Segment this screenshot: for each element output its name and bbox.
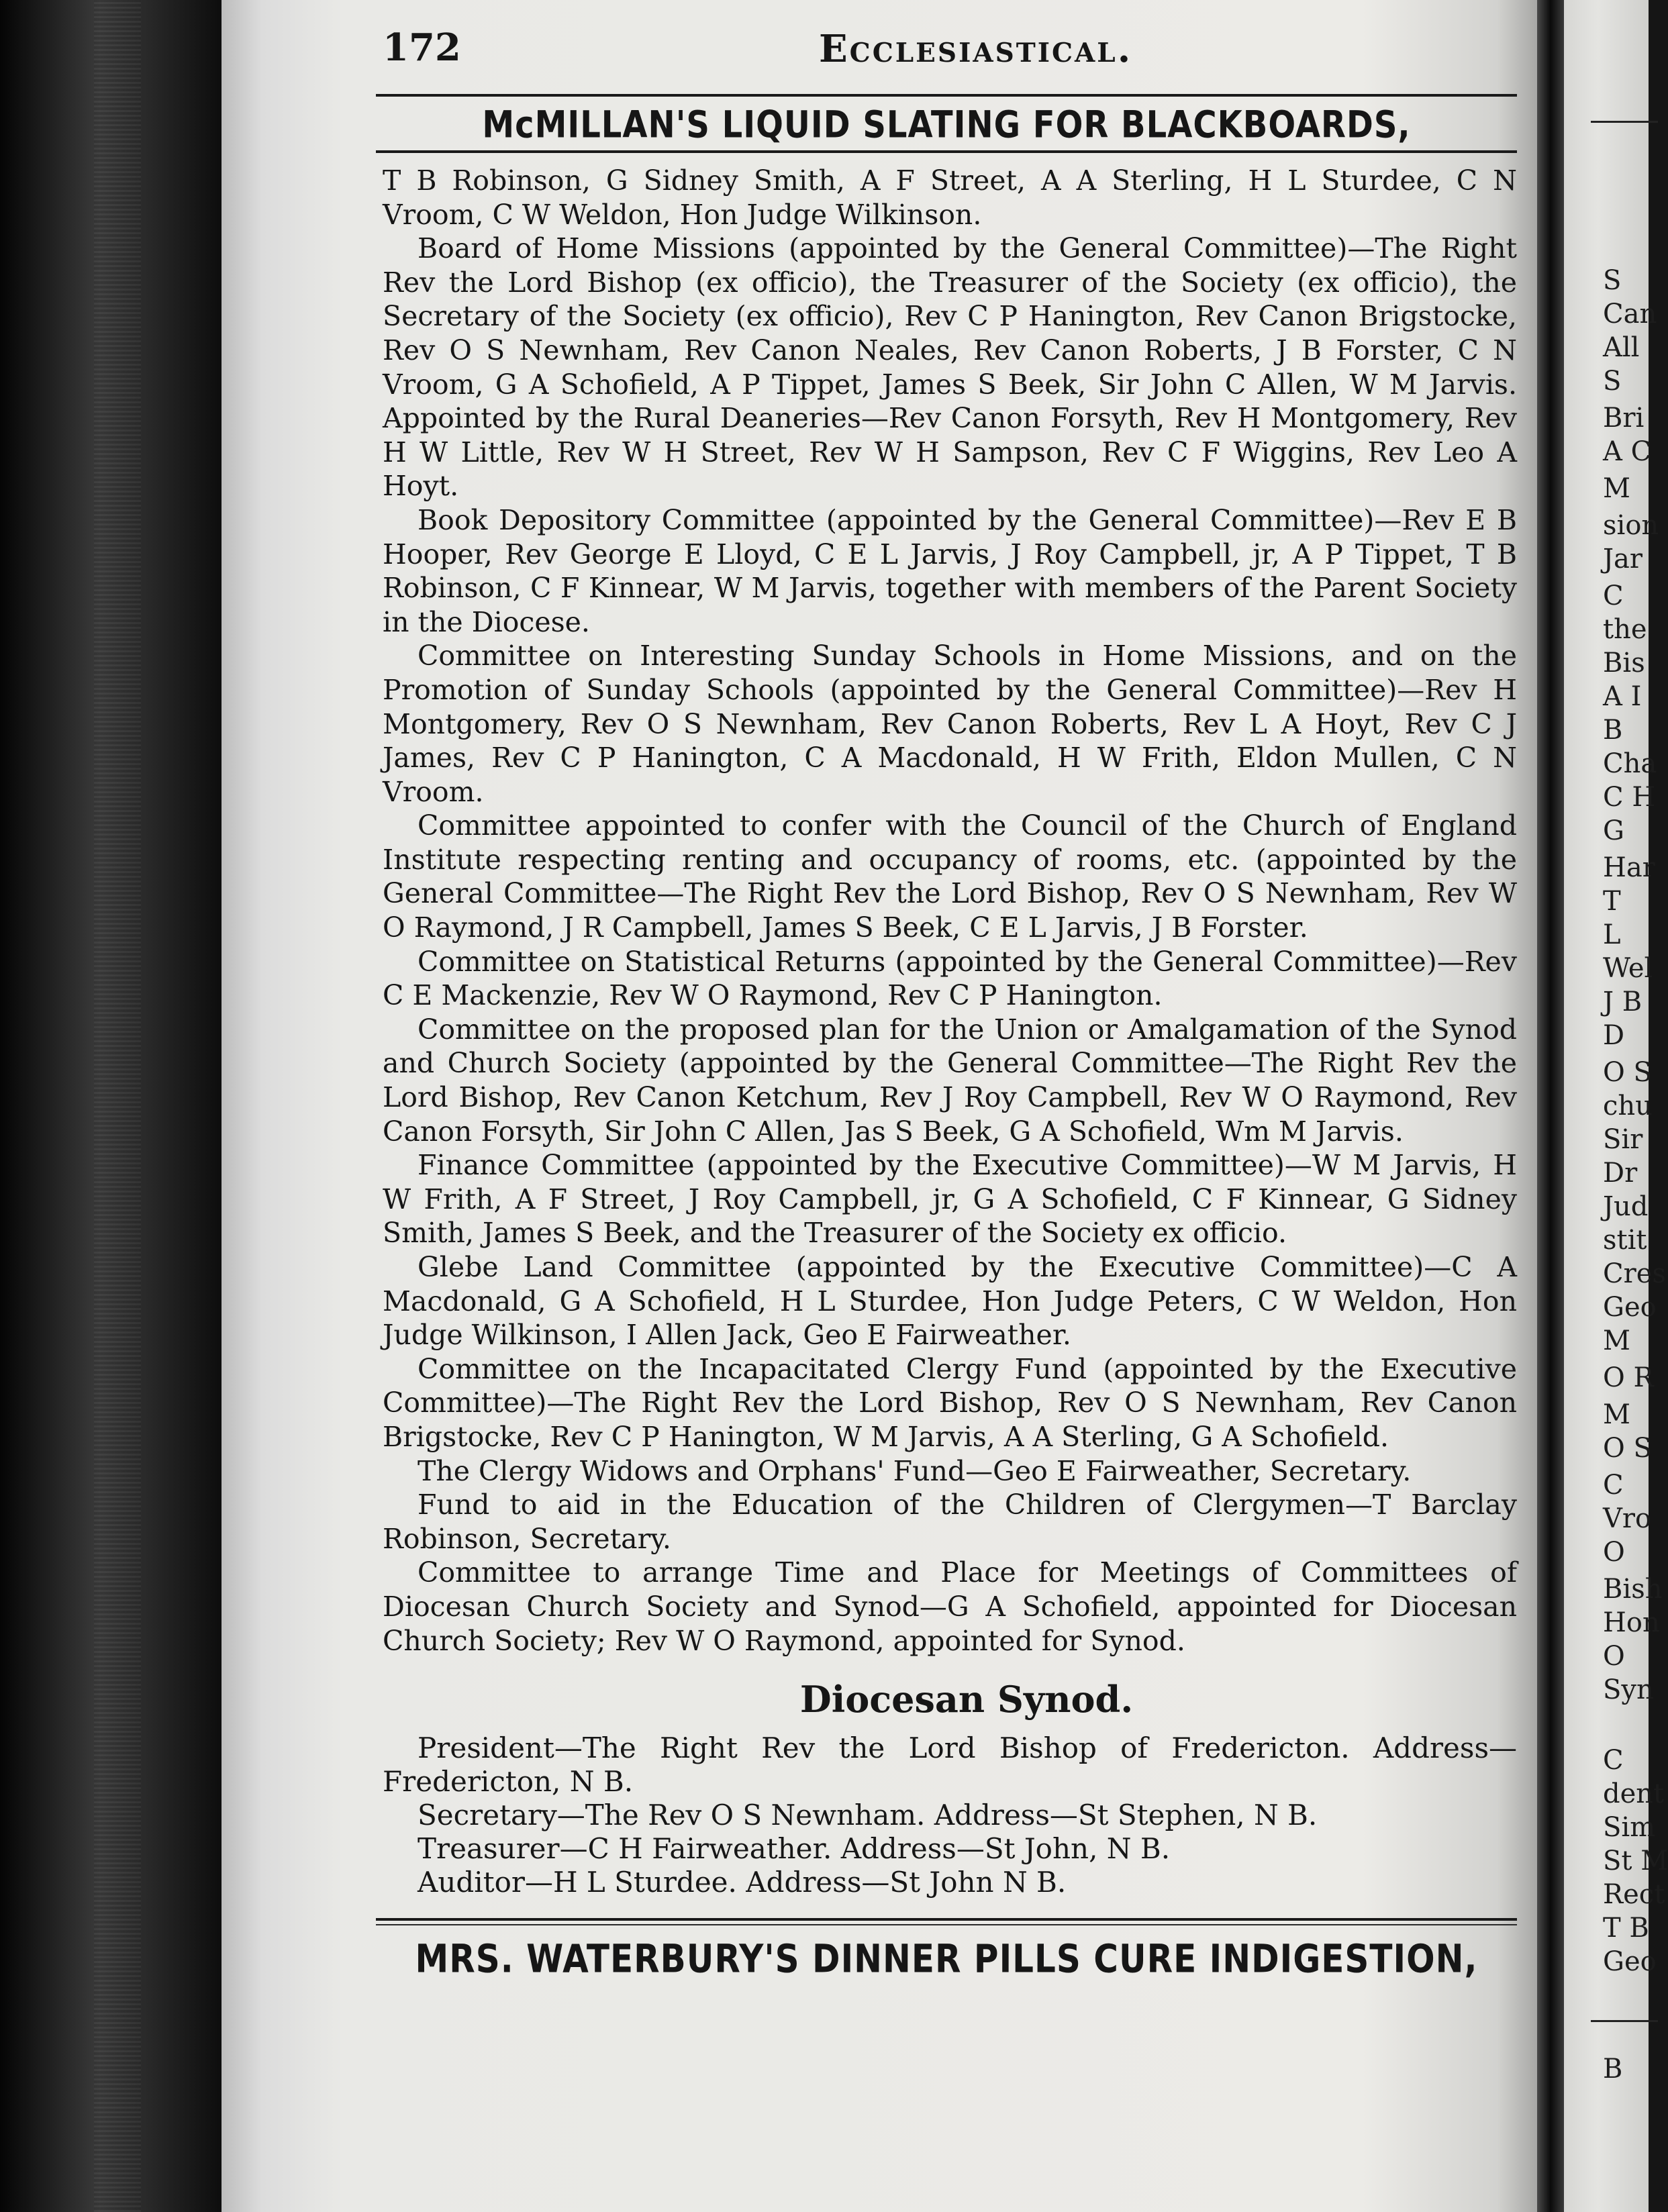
right-page-fragment: C [1603,581,1624,611]
section-heading: Diocesan Synod. [799,1678,1134,1721]
running-header [376,20,1517,94]
right-page-fragment: All [1603,332,1640,363]
right-page-fragment: Geo [1603,1292,1657,1323]
synod-officers [376,1731,1517,1899]
page-gutter [1537,0,1564,2212]
top-advertisement: McMILLAN'S LIQUID SLATING FOR BLACKBOARDS, [482,103,1411,147]
right-page-sliver [1564,0,1668,2212]
right-page-fragment: Geo [1603,1946,1657,1977]
paragraph: Committee appointed to confer with the Council of the Church of England Institute respecting renting and occupancy of rooms, etc. (appointed by the General Committee—The Right Rev the Lord Bishop, Rev O S Newnham, Rev W O Raymond, J R Campbell, James S Beek, C E L Jarvis, J B Forster. [383,809,1517,944]
paragraph: The Clergy Widows and Orphans' Fund—Geo E Fairweather, Secretary. [418,1454,1412,1487]
paragraph: Committee on Interesting Sunday Schools in Home Missions, and on the Promotion of Sunday Schools (appointed by the General Committee)—Rev H Montgomery, Rev O S Newnham, Rev Canon Roberts, Rev L A Hoyt, Rev C J James, Rev C P Hanington, C A Macdonald, H W Frith, Eldon Mullen, C N Vroom. [383,640,1517,808]
right-page-fragment: Jar [1603,544,1643,574]
right-page-fragment: Har [1603,852,1655,883]
right-page-fragment: Cha [1603,748,1657,779]
right-page-fragment: A I [1603,681,1642,712]
right-page-fragment: J B [1603,987,1642,1017]
right-page-fragment: C [1603,1470,1624,1501]
right-page-fragment: B [1603,715,1623,746]
right-page-fragment: sion [1603,510,1659,541]
right-page-fragment: Dr [1603,1158,1638,1189]
right-page-fragment: B [1603,2054,1623,2084]
right-page-fragment: Bish [1603,1574,1663,1605]
right-page-fragment: O [1603,1537,1625,1568]
right-page-fragment: Wel [1603,953,1653,984]
right-page-fragment: Rect [1603,1879,1665,1910]
right-page-fragment: the [1603,614,1647,645]
right-page-fragment: Jud [1603,1191,1649,1222]
synod-entry: President—The Right Rev the Lord Bishop of Fredericton. Address—Fredericton, N B. [383,1731,1517,1799]
right-page-fragment: D [1603,1020,1625,1051]
paragraph: T B Robinson, G Sidney Smith, A F Street, A A Sterling, H L Sturdee, C N Vroom, C W Weldon, Hon Judge Wilkinson. [383,164,1517,231]
paragraph: Book Depository Committee (appointed by the General Committee)—Rev E B Hooper, Rev George E Lloyd, C E L Jarvis, J Roy Campbell, jr, A P Tippet, T B Robinson, C F Kinnear, W M Jarvis, together with members of the Parent Society in the Diocese. [383,503,1517,638]
right-page-fragment: M [1603,473,1630,504]
paragraph: Finance Committee (appointed by the Executive Committee)—W M Jarvis, H W Frith, A F Street, J Roy Campbell, jr, G A Schofield, C F Kinnear, G Sidney Smith, James S Beek, and the Treasurer of the Society ex officio. [383,1149,1517,1250]
right-page-fragment: T [1603,886,1621,917]
bottom-advertisement: MRS. WATERBURY'S DINNER PILLS CURE INDIGESTION, [415,1936,1478,1982]
page-content [376,20,1517,1984]
committee-listings [376,164,1517,1658]
right-page-rule [1591,121,1658,123]
running-title: Ecclesiastical. [819,27,1133,71]
right-page-fragment: Syn [1603,1674,1654,1705]
right-page-fragment: dent [1603,1778,1665,1809]
right-page-rule [1591,2020,1658,2022]
right-page-fragment: Bri [1603,403,1645,434]
book-binding-edge [0,0,222,2212]
right-page-fragment: A C [1603,436,1652,467]
right-page-fragment: O S [1603,1433,1652,1464]
paragraph: Glebe Land Committee (appointed by the Executive Committee)—C A Macdonald, G A Schofield, H L Sturdee, Hon Judge Peters, C W Weldon, Hon Judge Wilkinson, I Allen Jack, Geo E Fairweather. [383,1251,1517,1352]
right-page-fragment: Sir [1603,1124,1643,1155]
right-page-fragment: Hon [1603,1607,1660,1638]
paragraph: Committee on the proposed plan for the Union or Amalgamation of the Synod and Church Society (appointed by the General Committee—The Right Rev the Lord Bishop, Rev Canon Ketchum, Rev J Roy Campbell, Rev W O Raymond, Rev Canon Forsyth, Sir John C Allen, Jas S Beek, G A Schofield, Wm M Jarvis. [383,1013,1517,1148]
right-page-fragment: chu [1603,1091,1653,1121]
right-page-fragment: Cres [1603,1258,1666,1289]
paragraph: Fund to aid in the Education of the Children of Clergymen—T Barclay Robinson, Secretary. [383,1489,1517,1555]
right-page-fragment: M [1603,1325,1630,1356]
right-page-fragment: L [1603,919,1621,950]
right-page-fragment: C [1603,1745,1624,1776]
synod-entry: Auditor—H L Sturdee. Address—St John N B. [418,1866,1067,1899]
right-page-fragment: O R [1603,1362,1654,1393]
right-page-fragment: Sim [1603,1812,1656,1843]
right-page-fragment: G [1603,815,1624,846]
paragraph: Committee on the Incapacitated Clergy Fund (appointed by the Executive Committee)—The Right Rev the Lord Bishop, Rev O S Newnham, Rev Canon Brigstocke, Rev C P Hanington, W M Jarvis, A A Sterling, G A Schofield. [383,1352,1517,1453]
right-page-fragment: Can [1603,299,1657,330]
right-page-fragment: T B [1603,1913,1649,1944]
right-page-fragment: S [1603,265,1622,296]
right-page-fragment: stit [1603,1225,1647,1256]
paragraph: Committee to arrange Time and Place for Meetings of Committees of Diocesan Church Society and Synod—G A Schofield, appointed for Diocesan Church Society; Rev W O Raymond, appointed for Synod. [383,1556,1517,1657]
paragraph: Board of Home Missions (appointed by the General Committee)—The Right Rev the Lord Bishop (ex officio), the Treasurer of the Society (ex officio), the Secretary of the Society (ex officio), Rev C P Hanington, Rev Canon Brigstocke, Rev O S Newnham, Rev Canon Neales, Rev Canon Roberts, J B Forster, C N Vroom, G A Schofield, A P Tippet, James S Beek, Sir John C Allen, W M Jarvis. Appointed by the Rural Deaneries—Rev Canon Forsyth, Rev H Montgomery, Rev H W Little, Rev W H Street, Rev W H Sampson, Rev C F Wiggins, Rev Leo A Hoyt. [383,232,1517,503]
right-page-fragment: O [1603,1641,1625,1672]
right-page-fragment: S [1603,366,1622,397]
paragraph: Committee on Statistical Returns (appointed by the General Committee)—Rev C E Mackenzie, Rev W O Raymond, Rev C P Hanington. [383,945,1517,1012]
synod-entry: Treasurer—C H Fairweather. Address—St John, N B. [418,1832,1171,1866]
right-page-fragment: O S [1603,1057,1652,1088]
right-page-fragment: M [1603,1399,1630,1430]
synod-entry: Secretary—The Rev O S Newnham. Address—St Stephen, N B. [418,1799,1318,1832]
right-page-fragment: C H [1603,782,1656,813]
right-page-fragment: Vro [1603,1503,1652,1534]
right-page-fragment: Bis [1603,648,1645,678]
page-number: 172 [383,26,461,70]
right-page-fragment: St M [1603,1846,1668,1876]
